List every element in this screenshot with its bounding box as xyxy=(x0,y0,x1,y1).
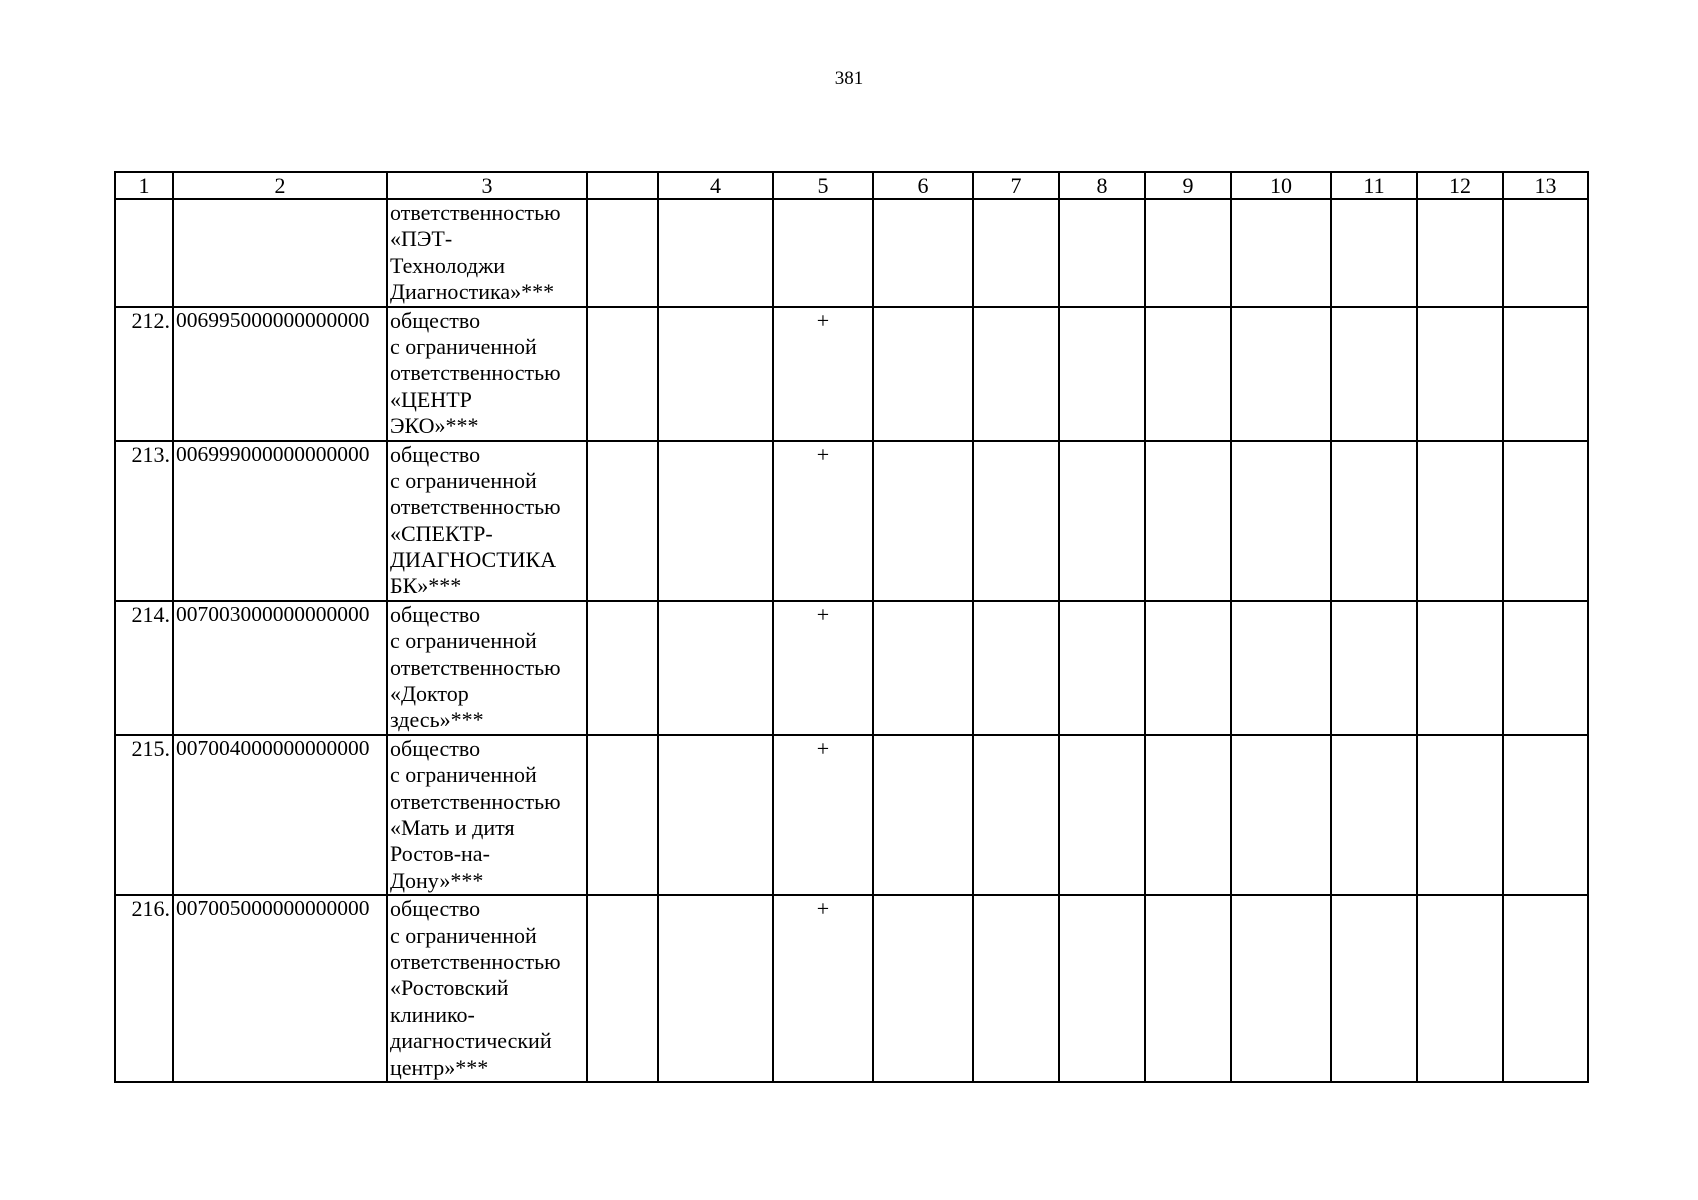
empty-cell xyxy=(1417,307,1503,441)
organization-name-cell xyxy=(387,735,587,895)
empty-cell xyxy=(1503,441,1588,601)
empty-cell xyxy=(1331,895,1417,1082)
empty-cell xyxy=(658,199,773,307)
organization-name-line: «Доктор xyxy=(390,681,469,707)
empty-cell xyxy=(1145,441,1231,601)
organization-name-line: с ограниченной xyxy=(390,467,537,493)
column-header: 12 xyxy=(1417,172,1503,199)
mark-cell: + xyxy=(773,441,873,601)
empty-cell xyxy=(973,735,1059,895)
empty-cell xyxy=(658,735,773,895)
empty-cell xyxy=(873,307,973,441)
empty-cell xyxy=(1417,199,1503,307)
mark-cell: + xyxy=(773,307,873,441)
column-header: 6 xyxy=(873,172,973,199)
row-number-cell: 214. xyxy=(115,601,173,735)
empty-cell xyxy=(587,441,658,601)
mark-cell: + xyxy=(773,601,873,735)
column-header: 3 xyxy=(387,172,587,199)
code-cell: 006999000000000000 xyxy=(173,441,387,601)
organization-name-line: «ЦЕНТР xyxy=(390,386,472,412)
organization-name-line: ответственностью xyxy=(390,200,561,225)
empty-cell xyxy=(1059,441,1145,601)
organization-name-cell xyxy=(387,199,587,307)
empty-cell xyxy=(587,199,658,307)
empty-cell xyxy=(1059,601,1145,735)
organization-name-line: Технолоджи xyxy=(390,252,506,278)
empty-cell xyxy=(1231,307,1331,441)
organization-name-cell xyxy=(387,601,587,735)
mark-cell: + xyxy=(773,735,873,895)
empty-cell xyxy=(1059,895,1145,1082)
empty-cell xyxy=(658,601,773,735)
organization-name-line: ответственностью xyxy=(390,494,561,520)
code-cell: 007004000000000000 xyxy=(173,735,387,895)
organization-name-line: общество xyxy=(390,307,481,333)
organization-name-line: с ограниченной xyxy=(390,333,537,359)
table-row xyxy=(115,601,1588,735)
table-row xyxy=(115,735,1588,895)
column-header: 10 xyxy=(1231,172,1331,199)
mark-cell: + xyxy=(773,895,873,1082)
row-number-cell: 216. xyxy=(115,895,173,1082)
empty-cell xyxy=(873,199,973,307)
row-number-cell: 212. xyxy=(115,307,173,441)
table-row xyxy=(115,441,1588,601)
organization-name-line: с ограниченной xyxy=(390,762,537,788)
column-header: 2 xyxy=(173,172,387,199)
header-row xyxy=(115,172,1588,199)
organization-name-line: «ПЭТ- xyxy=(390,226,453,252)
empty-cell xyxy=(1059,735,1145,895)
organization-name-line: диагностический xyxy=(390,1028,552,1054)
empty-cell xyxy=(973,895,1059,1082)
empty-cell xyxy=(1503,895,1588,1082)
code-cell: 007003000000000000 xyxy=(173,601,387,735)
organization-name-line: центр»*** xyxy=(390,1054,489,1080)
table-row xyxy=(115,307,1588,441)
organization-name-line: общество xyxy=(390,441,481,467)
empty-cell xyxy=(1231,441,1331,601)
empty-cell xyxy=(1331,441,1417,601)
empty-cell xyxy=(1231,199,1331,307)
column-header: 5 xyxy=(773,172,873,199)
organization-name-line: ЭКО»*** xyxy=(390,413,479,439)
table-row xyxy=(115,199,1588,307)
row-number-cell xyxy=(115,199,173,307)
organization-name-line: «СПЕКТР- xyxy=(390,520,493,546)
empty-cell xyxy=(1503,735,1588,895)
empty-cell xyxy=(973,199,1059,307)
empty-cell xyxy=(1417,441,1503,601)
empty-cell xyxy=(1417,895,1503,1082)
column-header: 11 xyxy=(1331,172,1417,199)
organization-name-line: ответственностью xyxy=(390,360,561,386)
organization-name-line: ответственностью xyxy=(390,654,561,680)
empty-cell xyxy=(1145,199,1231,307)
organization-name-line: общество xyxy=(390,735,481,761)
empty-cell xyxy=(587,307,658,441)
organization-name-line: Ростов-на- xyxy=(390,841,490,867)
empty-cell xyxy=(587,895,658,1082)
empty-cell xyxy=(1331,601,1417,735)
column-header: 7 xyxy=(973,172,1059,199)
table-body xyxy=(115,199,1588,1082)
column-header: 13 xyxy=(1503,172,1588,199)
code-cell: 007005000000000000 xyxy=(173,895,387,1082)
empty-cell xyxy=(658,307,773,441)
organization-name-cell xyxy=(387,895,587,1082)
organization-name-line: ответственностью xyxy=(390,948,561,974)
organization-name-cell xyxy=(387,307,587,441)
table-row xyxy=(115,895,1588,1082)
empty-cell xyxy=(1231,735,1331,895)
registry-table xyxy=(114,171,1589,1083)
organization-name-line: общество xyxy=(390,896,481,922)
organization-name-line: Дону»*** xyxy=(390,867,484,893)
organization-name-line: БК»*** xyxy=(390,573,462,599)
empty-cell xyxy=(1145,307,1231,441)
empty-cell xyxy=(973,307,1059,441)
organization-name-line: здесь»*** xyxy=(390,707,484,733)
empty-cell xyxy=(658,441,773,601)
organization-name-cell xyxy=(387,441,587,601)
empty-cell xyxy=(658,895,773,1082)
row-number-cell: 213. xyxy=(115,441,173,601)
organization-name-line: «Мать и дитя xyxy=(390,814,515,840)
empty-cell xyxy=(1503,199,1588,307)
empty-cell xyxy=(873,735,973,895)
organization-name-line: Диагностика»*** xyxy=(390,279,555,305)
empty-cell xyxy=(1503,601,1588,735)
empty-cell xyxy=(1145,735,1231,895)
code-cell xyxy=(173,199,387,307)
empty-cell xyxy=(973,441,1059,601)
mark-cell xyxy=(773,199,873,307)
page-number: 381 xyxy=(834,68,864,89)
code-cell: 006995000000000000 xyxy=(173,307,387,441)
empty-cell xyxy=(1417,601,1503,735)
empty-cell xyxy=(1145,601,1231,735)
column-header: 4 xyxy=(658,172,773,199)
empty-cell xyxy=(1231,601,1331,735)
column-header: 8 xyxy=(1059,172,1145,199)
organization-name-line: общество xyxy=(390,601,481,627)
empty-cell xyxy=(1231,895,1331,1082)
empty-cell xyxy=(1331,199,1417,307)
empty-cell xyxy=(587,735,658,895)
column-header xyxy=(587,172,658,199)
organization-name-line: с ограниченной xyxy=(390,628,537,654)
empty-cell xyxy=(873,895,973,1082)
organization-name-line: ответственностью xyxy=(390,788,561,814)
empty-cell xyxy=(873,601,973,735)
empty-cell xyxy=(1331,735,1417,895)
column-header: 1 xyxy=(115,172,173,199)
empty-cell xyxy=(873,441,973,601)
empty-cell xyxy=(1331,307,1417,441)
organization-name-line: «Ростовский xyxy=(390,975,509,1001)
empty-cell xyxy=(1503,307,1588,441)
empty-cell xyxy=(973,601,1059,735)
organization-name-line: ДИАГНОСТИКА xyxy=(390,547,557,573)
empty-cell xyxy=(1059,199,1145,307)
column-header: 9 xyxy=(1145,172,1231,199)
row-number-cell: 215. xyxy=(115,735,173,895)
organization-name-line: с ограниченной xyxy=(390,922,537,948)
empty-cell xyxy=(1059,307,1145,441)
organization-name-line: клинико- xyxy=(390,1001,475,1027)
empty-cell xyxy=(587,601,658,735)
empty-cell xyxy=(1417,735,1503,895)
empty-cell xyxy=(1145,895,1231,1082)
